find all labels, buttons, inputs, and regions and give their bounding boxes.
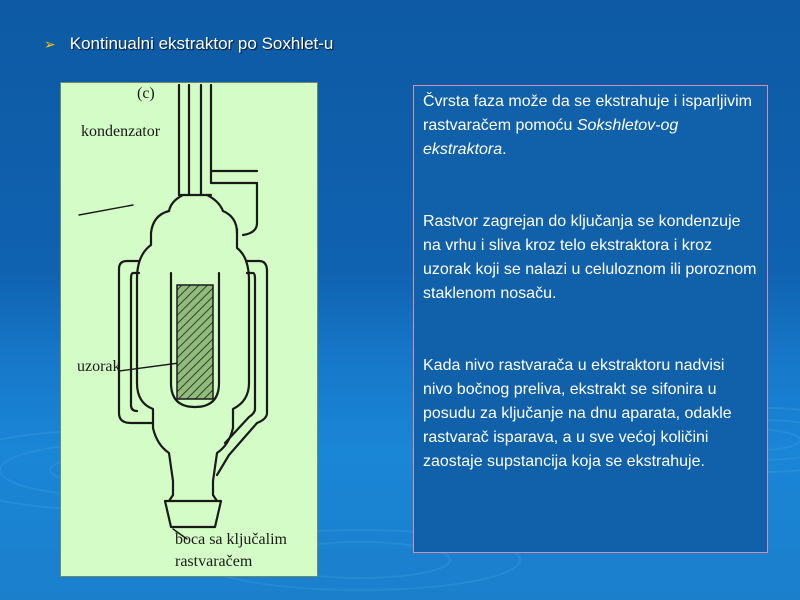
sample-label: uzorak — [77, 358, 121, 375]
condenser-side-arm — [211, 171, 257, 183]
explanation-textbox — [413, 85, 768, 553]
ground-joint — [169, 195, 223, 211]
condenser-outer-tube — [179, 85, 211, 195]
paragraph-1-end: . — [502, 141, 507, 158]
soxhlet-apparatus-drawing — [61, 83, 319, 578]
flask-label-line1: boca sa ključalim — [175, 531, 287, 548]
bullet-item — [44, 34, 333, 54]
arrow-bullet-icon: ➢ — [44, 36, 56, 52]
soxhlet-figure — [60, 82, 318, 577]
paragraph-1-text: Čvrsta faza može da se ekstrahuje i isparljivim rastvaračem pomoću — [423, 93, 753, 134]
flask-label-line2: rastvaračem — [175, 553, 253, 570]
siphon-tube-right — [217, 261, 267, 475]
figure-panel-label: (c) — [137, 85, 155, 102]
paragraph-1-italic: Sokshletov-og ekstraktora — [423, 117, 679, 158]
paragraph-1 — [423, 90, 757, 162]
paragraph-3: Kada nivo rastvarača u ekstraktoru nadvisi nivo bočnog preliva, ekstrakt se sifonira u posudu za ključanje na dnu aparata, odakle rastvarač isparava, a u sve većoj količini zaostaje supstancija koja se ekstrahuje. — [423, 357, 732, 470]
condenser-label: kondenzator — [81, 123, 161, 140]
bullet-title: Kontinualni ekstraktor po Soxhlet-u — [69, 34, 334, 53]
sample-hatched — [177, 285, 213, 399]
side-arm-return — [237, 183, 257, 235]
condenser-inner-tube — [189, 85, 201, 195]
paragraph-2: Rastvor zagrejan do ključanja se kondenzuje na vrhu i sliva kroz telo ekstraktora i kroz uzorak koji se nalazi u celuloznom ili poroznom staklenom nosaču. — [423, 213, 757, 302]
flask-stopper — [165, 501, 221, 527]
